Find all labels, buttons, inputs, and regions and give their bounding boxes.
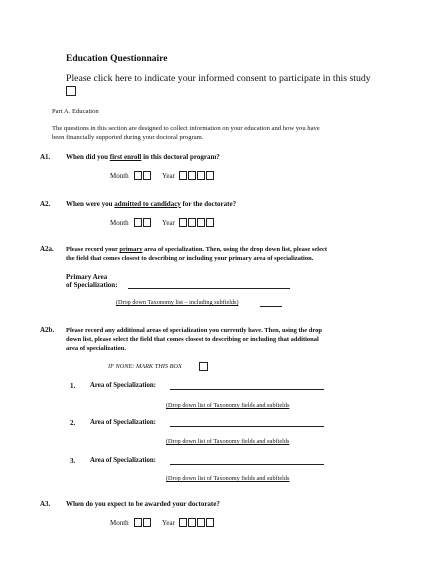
- year-label: Year: [162, 172, 175, 180]
- primary-area-label-1: Primary Area: [66, 273, 108, 281]
- question-a2a-pre: Please record your: [66, 246, 120, 253]
- specialization-number-2: 2.: [70, 419, 76, 427]
- primary-area-dropdown[interactable]: (Drop down Taxonomy list – including subfields): [116, 299, 239, 306]
- specialization-label-3: Area of Specialization:: [90, 457, 156, 464]
- question-a1-pre: When did you: [66, 153, 110, 161]
- question-number-a1: A1.: [40, 153, 51, 161]
- month-label: Month: [110, 519, 129, 527]
- primary-area-input[interactable]: [128, 288, 290, 289]
- month-label: Month: [110, 172, 129, 180]
- question-a3: When do you expect to be awarded your doctorate?: [66, 500, 220, 508]
- a2-year-field[interactable]: [179, 218, 215, 227]
- a3-month-field[interactable]: [134, 518, 152, 527]
- intro-line-1: The questions in this section are designed to collect information on your education and how you have: [52, 125, 320, 132]
- a3-year-field[interactable]: [179, 518, 215, 527]
- question-a1: [66, 153, 220, 163]
- intro-line-2: been financially supported during your doctoral program.: [52, 134, 204, 141]
- specialization-input-1[interactable]: [170, 389, 324, 390]
- year-label: Year: [162, 219, 175, 227]
- specialization-dropdown-3[interactable]: (Drop down list of Taxonomy fields and subfields: [166, 475, 290, 482]
- question-a2b-line-3: area of specialization.: [66, 345, 126, 352]
- question-a2-post: for the doctorate?: [180, 200, 237, 208]
- question-a1-post: in this doctoral program?: [141, 153, 220, 161]
- admitted-to-candidacy-link[interactable]: admitted to candidacy: [114, 200, 181, 208]
- consent-text: Please click here to indicate your informed consent to participate in this study: [66, 73, 371, 84]
- question-a2a-line-2: the field that comes closest to describing or including your primary area of specialization.: [66, 255, 314, 262]
- question-a2-pre: When were you: [66, 200, 115, 208]
- if-none-checkbox[interactable]: [199, 362, 208, 371]
- a1-year-field[interactable]: [179, 171, 215, 180]
- specialization-dropdown-2[interactable]: (Drop down list of Taxonomy fields and subfields: [166, 438, 290, 445]
- a1-month-field[interactable]: [134, 171, 152, 180]
- question-a2a-post: area of specialization. Then, using the drop down list, please select: [142, 246, 328, 253]
- specialization-label-1: Area of Specialization:: [90, 382, 156, 389]
- if-none-label: IF NONE: MARK THIS BOX: [108, 363, 182, 370]
- specialization-label-2: Area of Specialization:: [90, 419, 156, 426]
- year-label: Year: [162, 519, 175, 527]
- specialization-number-3: 3.: [70, 457, 76, 465]
- question-number-a2a: A2a.: [40, 245, 54, 253]
- question-a2b-line-1: Please record any additional areas of specialization you currently have. Then, using the drop: [66, 327, 322, 334]
- question-number-a2: A2.: [40, 200, 51, 208]
- a2-month-field[interactable]: [134, 218, 152, 227]
- question-a2b-line-2: down list, please select the field that comes closest to describing or including that additional: [66, 336, 319, 343]
- month-label: Month: [110, 219, 129, 227]
- question-number-a2b: A2b.: [40, 326, 55, 334]
- specialization-number-1: 1.: [70, 382, 76, 390]
- specialization-input-3[interactable]: [170, 464, 324, 465]
- question-number-a3: A3.: [40, 500, 51, 508]
- consent-checkbox[interactable]: [66, 86, 76, 96]
- first-enroll-link[interactable]: first enroll: [109, 153, 142, 161]
- specialization-input-2[interactable]: [170, 426, 324, 427]
- page-title: Education Questionnaire: [66, 54, 168, 64]
- primary-area-dropdown-underline: [260, 306, 282, 307]
- question-a2: [66, 200, 236, 210]
- primary-link[interactable]: primary: [119, 246, 143, 253]
- specialization-dropdown-1[interactable]: (Drop down list of Taxonomy fields and subfields: [166, 402, 290, 409]
- part-label: Part A. Education: [52, 108, 99, 115]
- primary-area-label-2: of Specialization:: [66, 281, 118, 289]
